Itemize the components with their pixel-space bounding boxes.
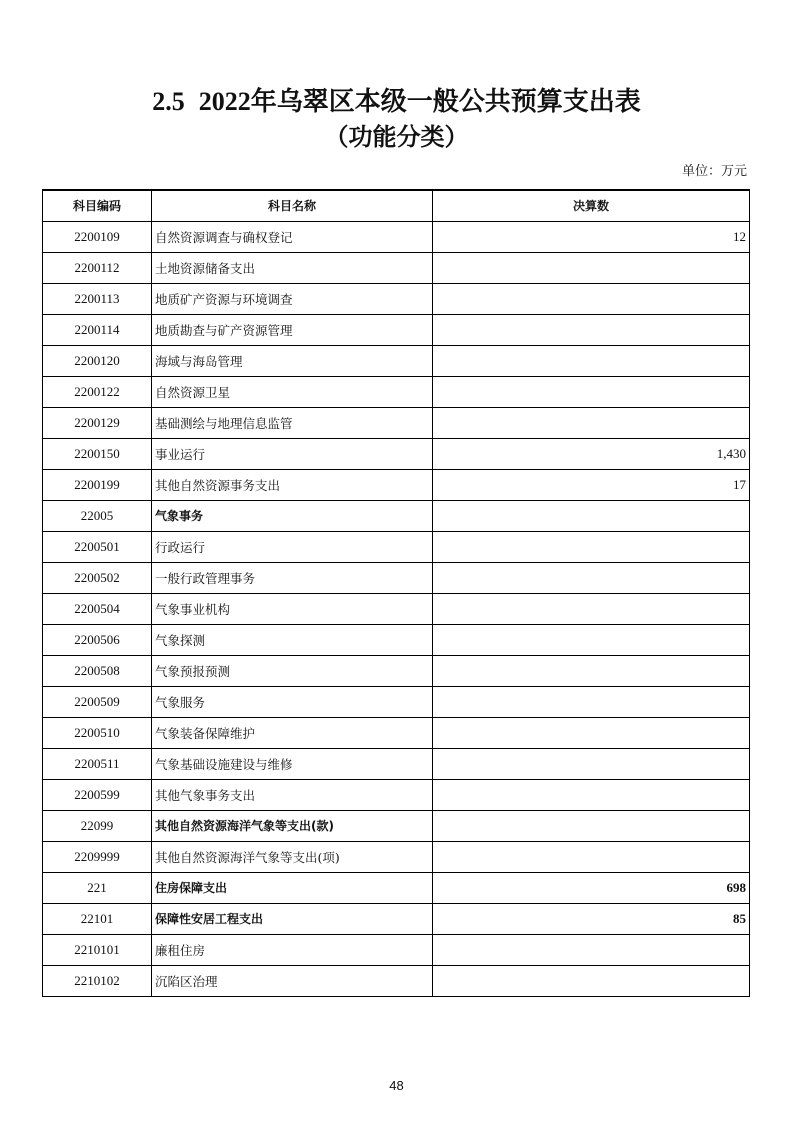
amount-cell — [433, 779, 750, 810]
name-cell: 基础测绘与地理信息监管 — [152, 407, 433, 438]
code-cell: 2210102 — [43, 965, 152, 996]
amount-cell — [433, 562, 750, 593]
header-amount: 决算数 — [433, 190, 750, 221]
amount-cell — [433, 252, 750, 283]
amount-cell: 85 — [433, 903, 750, 934]
table-row — [43, 221, 750, 252]
name-cell: 地质勘查与矿产资源管理 — [152, 314, 433, 345]
table-row — [43, 748, 750, 779]
title-number: 2.5 — [152, 87, 185, 116]
amount-cell — [433, 748, 750, 779]
name-cell: 气象装备保障维护 — [152, 717, 433, 748]
table-row — [43, 903, 750, 934]
code-cell: 2209999 — [43, 841, 152, 872]
table-row — [43, 655, 750, 686]
amount-cell — [433, 686, 750, 717]
code-cell: 221 — [43, 872, 152, 903]
table-row — [43, 841, 750, 872]
name-cell: 保障性安居工程支出 — [152, 903, 433, 934]
code-cell: 2200599 — [43, 779, 152, 810]
amount-cell — [433, 810, 750, 841]
name-cell: 其他气象事务支出 — [152, 779, 433, 810]
name-cell: 气象事务 — [152, 500, 433, 531]
header-code: 科目编码 — [43, 190, 152, 221]
name-cell: 其他自然资源海洋气象等支出(款) — [152, 810, 433, 841]
amount-cell — [433, 531, 750, 562]
table-row — [43, 624, 750, 655]
table-row — [43, 965, 750, 996]
table-row — [43, 438, 750, 469]
amount-cell — [433, 934, 750, 965]
code-cell: 2200502 — [43, 562, 152, 593]
amount-cell — [433, 655, 750, 686]
code-cell: 22101 — [43, 903, 152, 934]
name-cell: 其他自然资源海洋气象等支出(项) — [152, 841, 433, 872]
table-row — [43, 345, 750, 376]
table-row — [43, 686, 750, 717]
amount-cell — [433, 283, 750, 314]
page-subtitle: （功能分类） — [324, 122, 469, 151]
table-row — [43, 562, 750, 593]
amount-cell — [433, 376, 750, 407]
amount-cell: 1,430 — [433, 438, 750, 469]
name-cell: 自然资源调查与确权登记 — [152, 221, 433, 252]
code-cell: 2200109 — [43, 221, 152, 252]
amount-cell — [433, 965, 750, 996]
table-row — [43, 407, 750, 438]
name-cell: 气象基础设施建设与维修 — [152, 748, 433, 779]
name-cell: 沉陷区治理 — [152, 965, 433, 996]
code-cell: 2200199 — [43, 469, 152, 500]
amount-cell: 12 — [433, 221, 750, 252]
code-cell: 22099 — [43, 810, 152, 841]
amount-cell: 698 — [433, 872, 750, 903]
budget-table — [42, 189, 750, 997]
code-cell: 2200509 — [43, 686, 152, 717]
amount-cell — [433, 500, 750, 531]
code-cell: 2200510 — [43, 717, 152, 748]
name-cell: 气象探测 — [152, 624, 433, 655]
code-cell: 2200511 — [43, 748, 152, 779]
table-row — [43, 252, 750, 283]
name-cell: 气象服务 — [152, 686, 433, 717]
table-row — [43, 934, 750, 965]
amount-cell — [433, 717, 750, 748]
code-cell: 2200120 — [43, 345, 152, 376]
name-cell: 其他自然资源事务支出 — [152, 469, 433, 500]
table-row — [43, 810, 750, 841]
code-cell: 2210101 — [43, 934, 152, 965]
table-row — [43, 283, 750, 314]
table-row — [43, 469, 750, 500]
code-cell: 2200114 — [43, 314, 152, 345]
name-cell: 行政运行 — [152, 531, 433, 562]
page-title — [0, 86, 793, 118]
table-row — [43, 314, 750, 345]
title-text: 2022年乌翠区本级一般公共预算支出表 — [198, 87, 641, 116]
amount-cell — [433, 593, 750, 624]
table-row — [43, 779, 750, 810]
name-cell: 海域与海岛管理 — [152, 345, 433, 376]
code-cell: 2200113 — [43, 283, 152, 314]
code-cell: 2200508 — [43, 655, 152, 686]
table-row — [43, 872, 750, 903]
unit-label: 单位：万元 — [681, 164, 747, 179]
amount-cell — [433, 841, 750, 872]
code-cell: 2200501 — [43, 531, 152, 562]
name-cell: 地质矿产资源与环境调查 — [152, 283, 433, 314]
table-row — [43, 531, 750, 562]
amount-cell: 17 — [433, 469, 750, 500]
amount-cell — [433, 624, 750, 655]
code-cell: 2200129 — [43, 407, 152, 438]
code-cell: 22005 — [43, 500, 152, 531]
code-cell: 2200504 — [43, 593, 152, 624]
page-number: 48 — [389, 1078, 404, 1093]
table-row — [43, 376, 750, 407]
header-name: 科目名称 — [152, 190, 433, 221]
table-header-row — [43, 190, 750, 221]
code-cell: 2200150 — [43, 438, 152, 469]
name-cell: 一般行政管理事务 — [152, 562, 433, 593]
amount-cell — [433, 345, 750, 376]
code-cell: 2200112 — [43, 252, 152, 283]
table-row — [43, 500, 750, 531]
name-cell: 气象预报预测 — [152, 655, 433, 686]
name-cell: 气象事业机构 — [152, 593, 433, 624]
name-cell: 土地资源储备支出 — [152, 252, 433, 283]
table-row — [43, 593, 750, 624]
name-cell: 廉租住房 — [152, 934, 433, 965]
name-cell: 自然资源卫星 — [152, 376, 433, 407]
table-body — [43, 221, 750, 996]
amount-cell — [433, 314, 750, 345]
name-cell: 事业运行 — [152, 438, 433, 469]
amount-cell — [433, 407, 750, 438]
table-row — [43, 717, 750, 748]
code-cell: 2200122 — [43, 376, 152, 407]
name-cell: 住房保障支出 — [152, 872, 433, 903]
code-cell: 2200506 — [43, 624, 152, 655]
